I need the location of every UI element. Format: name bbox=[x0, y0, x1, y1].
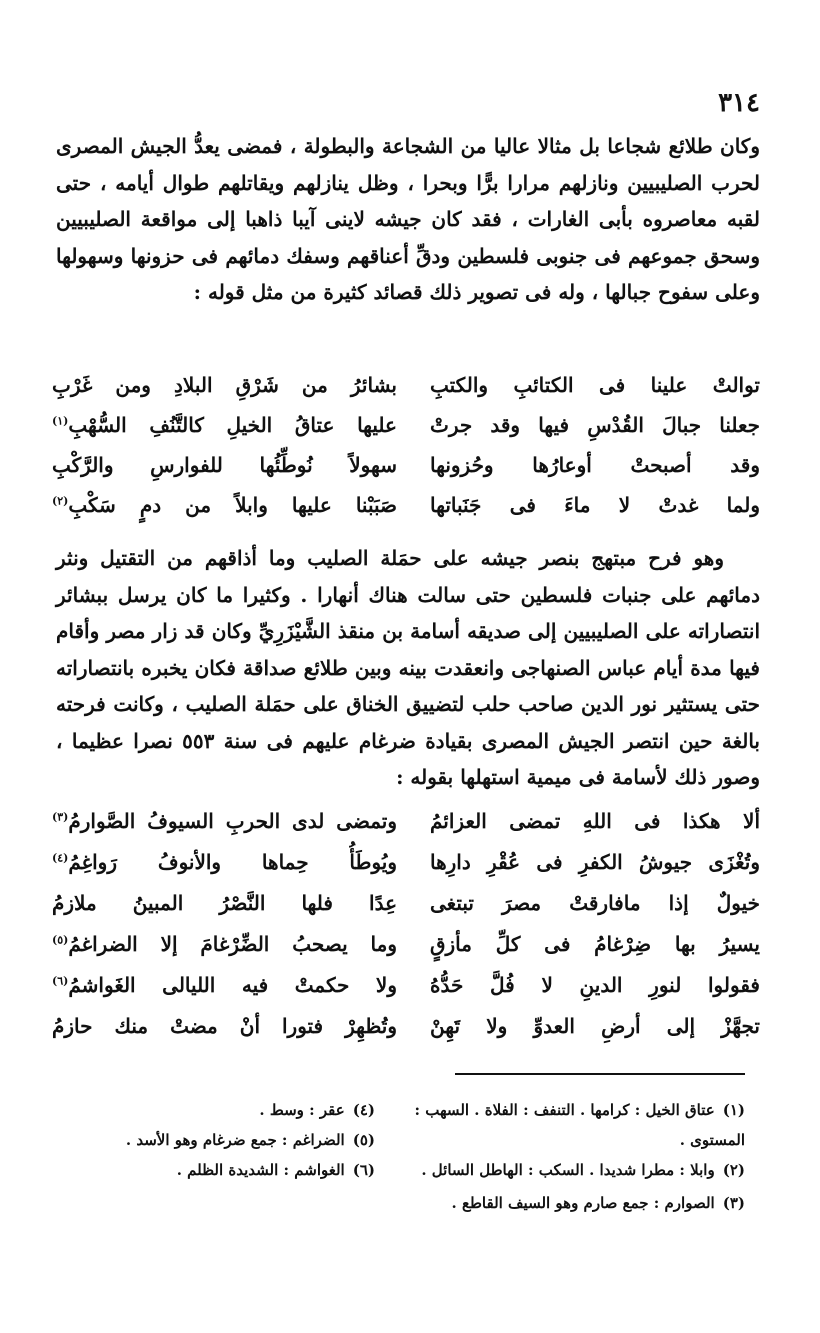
footnote-text: وابلا : مطرا شديدا . السكب : الهاطل السائل . bbox=[421, 1161, 715, 1179]
footnote-4 bbox=[259, 1097, 375, 1123]
hemistich-text: صَبَبْنا عليها وابلاً من دمٍ سَكْبِ bbox=[68, 493, 397, 517]
footnote-1-continuation: المستوى . bbox=[679, 1131, 745, 1149]
footnote-3 bbox=[452, 1190, 745, 1216]
verse-second-hemistich bbox=[52, 882, 397, 924]
footnote-1 bbox=[415, 1097, 745, 1123]
verse-first-hemistich: جعلنا جبالَ القُدْسِ فيها وقد جرتْ bbox=[430, 413, 760, 437]
verse-second-hemistich bbox=[52, 484, 397, 526]
footnote-text: الضراغم : جمع ضرغام وهو الأسد . bbox=[125, 1131, 345, 1149]
verse-first-hemistich: وتُغْزَى جيوشُ الكفرِ فى عُقْرِ دارِها bbox=[430, 850, 760, 874]
hemistich-text: وتُظهِرْ فتورا أنْ مضتْ منك حازمُ bbox=[52, 1014, 397, 1038]
hemistich-text: بشائرُ من شَرْقِ البلادِ ومن غَرْبِ bbox=[52, 373, 397, 397]
poem2-verse bbox=[52, 923, 760, 965]
footnote-text: عتاق الخيل : كرامها . التنفف : الفلاة . السهب : bbox=[414, 1101, 715, 1119]
footnote-marker: (٥) bbox=[52, 933, 69, 947]
footnote-number: (٢) bbox=[722, 1161, 745, 1179]
footnote-text: الغواشم : الشديدة الظلم . bbox=[176, 1161, 345, 1179]
verse-second-hemistich bbox=[52, 964, 397, 1006]
poem2-verse bbox=[52, 1005, 760, 1047]
verse-first-hemistich: ولما غدتْ لا ماءَ فى جَنَباتها bbox=[430, 493, 760, 517]
verse-second-hemistich bbox=[52, 364, 397, 406]
footnote-text: الصوارم : جمع صارم وهو السيف القاطع . bbox=[451, 1194, 715, 1212]
footnote-6 bbox=[177, 1157, 375, 1183]
poem2-verse bbox=[52, 882, 760, 924]
hemistich-text: وتمضى لدى الحربِ السيوفُ الصَّوارمُ bbox=[68, 809, 397, 833]
footnote-5 bbox=[126, 1127, 375, 1153]
verse-first-hemistich: تجهَّزْ إلى أرضِ العدوِّ ولا تَهِنْ bbox=[430, 1014, 760, 1038]
poem2-verse bbox=[52, 964, 760, 1006]
footnote-number: (٣) bbox=[722, 1194, 745, 1212]
footnote-marker: (٦) bbox=[52, 974, 69, 988]
hemistich-text: سهولاً نُوطِّئُها للفوارسِ والرَّكْبِ bbox=[52, 453, 397, 477]
verse-first-hemistich: يسيرُ بها ضِرْغامُ فى كلِّ مأزقٍ bbox=[430, 932, 760, 956]
poem1-verse bbox=[52, 364, 760, 406]
poem2-verse bbox=[52, 800, 760, 842]
footnote-marker: (٤) bbox=[52, 851, 69, 865]
verse-first-hemistich: وقد أصبحتْ أوعارُها وحُزونها bbox=[430, 453, 760, 477]
verse-second-hemistich bbox=[52, 1005, 397, 1047]
footnote-number: (٦) bbox=[352, 1161, 375, 1179]
paragraph-commentary: وهو فرح مبتهج بنصر جيشه على حمَلة الصليب وما أذاقهم من التقتيل ونثر دمائهم على جنبات فلسطين حتى سالت هناك أنهارا . وكثيرا ما كان يرسل ببشائر انتصاراته على الصليبيين إلى صديقه أسامة بن منقذ الشَّيْزَرِيِّ وكان قد زار مصر وأقام فيها مدة أيام عباس الصنهاجى وانعقدت بينه وبين طلائع صداقة فكان يخبره بانتصاراته حتى يستثير نور الدين صاحب حلب لتضييق الخناق على حمَلة الصليب ، وكانت فرحته بالغة حين انتصر الجيش المصرى بقيادة ضرغام عليهم فى سنة ٥٥٣ نصرا عظيما ، وصور ذلك لأسامة فى ميمية استهلها بقوله : bbox=[56, 546, 760, 789]
verse-second-hemistich bbox=[52, 841, 397, 883]
verse-second-hemistich bbox=[52, 404, 397, 446]
verse-second-hemistich bbox=[52, 923, 397, 965]
page-number: ٣١٤ bbox=[718, 88, 760, 118]
verse-second-hemistich bbox=[52, 444, 397, 486]
footnote-number: (٤) bbox=[352, 1101, 375, 1119]
footnote-marker: (١) bbox=[52, 414, 69, 428]
poem1-verse bbox=[52, 404, 760, 446]
hemistich-text: ولا حكمتْ فيه الليالى الغَواشمُ bbox=[68, 973, 397, 997]
footnote-number: (١) bbox=[722, 1101, 745, 1119]
footnote-separator bbox=[455, 1073, 745, 1075]
verse-first-hemistich: خيولٌ إذا مافارقتْ مصرَ تبتغى bbox=[430, 891, 760, 915]
poem1-verse bbox=[52, 444, 760, 486]
hemistich-text: عليها عتاقُ الخيلِ كالتَّنُفِ السُّهْبِ bbox=[68, 413, 397, 437]
hemistich-text: عِدًا فلها النَّصْرُ المبينُ ملازمُ bbox=[52, 891, 397, 915]
verse-first-hemistich: توالتْ علينا فى الكتائبِ والكتبِ bbox=[430, 373, 760, 397]
verse-first-hemistich: ألا هكذا فى اللهِ تمضى العزائمُ bbox=[430, 809, 760, 833]
hemistich-text: ويُوطَأُ حِماها والأنوفُ رَواغِمُ bbox=[68, 850, 397, 874]
verse-second-hemistich bbox=[52, 800, 397, 842]
poem1-verse bbox=[52, 484, 760, 526]
footnote-2 bbox=[421, 1157, 745, 1183]
footnote-marker: (٢) bbox=[52, 494, 69, 508]
footnote-text: عقر : وسط . bbox=[259, 1101, 345, 1119]
footnote-marker: (٣) bbox=[52, 810, 69, 824]
paragraph-intro: وكان طلائع شجاعا بل مثالا عاليا من الشجاعة والبطولة ، فمضى يعدُّ الجيش المصرى لحرب الصليبيين ونازلهم مرارا برًّا وبحرا ، وظل ينازلهم ويقاتلهم طوال أيامه ، حتى لقبه معاصروه بأبى الغارات ، فقد كان جيشه لاينى آيبا ذاهبا إلى مواقعة الصليبيين وسحق جموعهم فى جنوبى فلسطين ودقِّ أعناقهم وسفك دمائهم فى حزونها وسهولها وعلى سفوح جبالها ، وله فى تصوير ذلك قصائد كثيرة من مثل قوله : bbox=[56, 134, 760, 304]
hemistich-text: وما يصحبُ الضِّرْغامَ إلا الضراغمُ bbox=[68, 932, 397, 956]
poem2-verse bbox=[52, 841, 760, 883]
verse-first-hemistich: فقولوا لنورِ الدينِ لا فُلَّ حَدُّهُ bbox=[430, 973, 760, 997]
footnote-number: (٥) bbox=[352, 1131, 375, 1149]
